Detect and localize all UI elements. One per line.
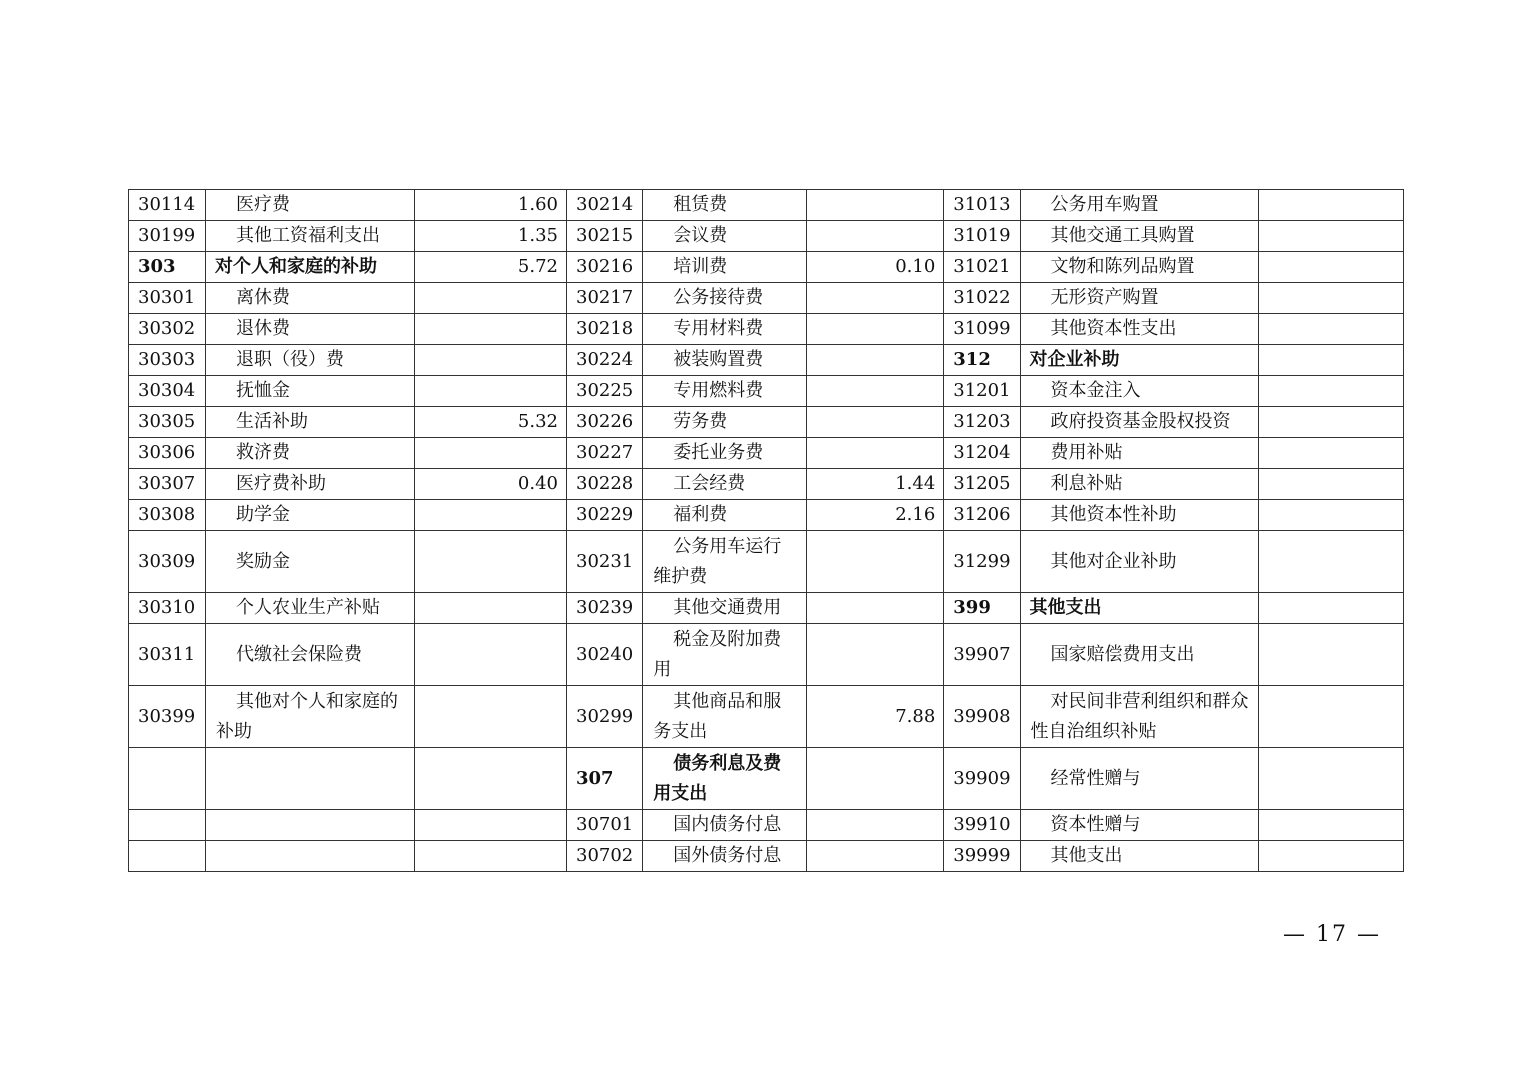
item-name-cell: 对企业补助: [1020, 345, 1258, 376]
code-cell: 31299: [944, 531, 1020, 593]
code-cell: 31203: [944, 407, 1020, 438]
code-cell: 30303: [129, 345, 206, 376]
item-name-cell: 其他支出: [1020, 841, 1258, 872]
item-name-cell: 公务用车运行维护费: [643, 531, 807, 593]
code-cell: 30199: [129, 221, 206, 252]
item-name-cell: 经常性赠与: [1020, 748, 1258, 810]
code-cell: 30216: [567, 252, 643, 283]
amount-cell: [1258, 314, 1403, 345]
table-row: [129, 593, 1404, 624]
amount-cell: 5.32: [415, 407, 567, 438]
code-cell: 30310: [129, 593, 206, 624]
code-cell: 31022: [944, 283, 1020, 314]
item-name-cell: 专用材料费: [643, 314, 807, 345]
code-cell: 30309: [129, 531, 206, 593]
code-cell: 30114: [129, 190, 206, 221]
item-name-cell: 医疗费: [206, 190, 415, 221]
table-row: [129, 252, 1404, 283]
item-name-cell: 文物和陈列品购置: [1020, 252, 1258, 283]
item-name-cell: 公务用车购置: [1020, 190, 1258, 221]
amount-cell: [1258, 438, 1403, 469]
item-name-cell: 对个人和家庭的补助: [206, 252, 415, 283]
table-row: [129, 376, 1404, 407]
amount-cell: [1258, 686, 1403, 748]
table-row: [129, 438, 1404, 469]
amount-cell: [1258, 841, 1403, 872]
item-name-cell: 其他商品和服务支出: [643, 686, 807, 748]
item-name-cell: 福利费: [643, 500, 807, 531]
code-cell: [129, 810, 206, 841]
amount-cell: [1258, 345, 1403, 376]
item-name-cell: 助学金: [206, 500, 415, 531]
item-name-cell: 税金及附加费用: [643, 624, 807, 686]
amount-cell: [415, 624, 567, 686]
amount-cell: [1258, 221, 1403, 252]
amount-cell: [415, 345, 567, 376]
code-cell: 30228: [567, 469, 643, 500]
code-cell: 30701: [567, 810, 643, 841]
amount-cell: [1258, 593, 1403, 624]
item-name-cell: [206, 748, 415, 810]
item-name-cell: 培训费: [643, 252, 807, 283]
code-cell: 307: [567, 748, 643, 810]
item-name-cell: 费用补贴: [1020, 438, 1258, 469]
amount-cell: 0.40: [415, 469, 567, 500]
item-name-cell: 资本金注入: [1020, 376, 1258, 407]
item-name-cell: 工会经费: [643, 469, 807, 500]
code-cell: 31019: [944, 221, 1020, 252]
code-cell: 30226: [567, 407, 643, 438]
item-name-cell: 国外债务付息: [643, 841, 807, 872]
amount-cell: [415, 283, 567, 314]
amount-cell: [807, 407, 944, 438]
table-row: [129, 624, 1404, 686]
amount-cell: [807, 283, 944, 314]
item-name-cell: 专用燃料费: [643, 376, 807, 407]
item-name-cell: 对民间非营利组织和群众性自治组织补贴: [1020, 686, 1258, 748]
table-row: [129, 221, 1404, 252]
code-cell: 30215: [567, 221, 643, 252]
amount-cell: [1258, 252, 1403, 283]
item-name-cell: [206, 810, 415, 841]
amount-cell: [807, 748, 944, 810]
amount-cell: [807, 593, 944, 624]
item-name-cell: 公务接待费: [643, 283, 807, 314]
table-row: [129, 469, 1404, 500]
code-cell: 30224: [567, 345, 643, 376]
item-name-cell: 其他交通工具购置: [1020, 221, 1258, 252]
item-name-cell: 救济费: [206, 438, 415, 469]
amount-cell: [415, 748, 567, 810]
amount-cell: [807, 376, 944, 407]
code-cell: 39999: [944, 841, 1020, 872]
amount-cell: [415, 686, 567, 748]
amount-cell: [1258, 376, 1403, 407]
amount-cell: 5.72: [415, 252, 567, 283]
code-cell: 31013: [944, 190, 1020, 221]
code-cell: 30304: [129, 376, 206, 407]
item-name-cell: 其他对个人和家庭的补助: [206, 686, 415, 748]
page-number: — 17 —: [1283, 922, 1381, 947]
code-cell: 39907: [944, 624, 1020, 686]
code-cell: 31201: [944, 376, 1020, 407]
item-name-cell: 其他资本性支出: [1020, 314, 1258, 345]
item-name-cell: 无形资产购置: [1020, 283, 1258, 314]
item-name-cell: 个人农业生产补贴: [206, 593, 415, 624]
amount-cell: [1258, 810, 1403, 841]
item-name-cell: 会议费: [643, 221, 807, 252]
amount-cell: [1258, 407, 1403, 438]
amount-cell: 1.60: [415, 190, 567, 221]
item-name-cell: 离休费: [206, 283, 415, 314]
table-row: [129, 407, 1404, 438]
code-cell: 30214: [567, 190, 643, 221]
code-cell: 303: [129, 252, 206, 283]
item-name-cell: 债务利息及费用支出: [643, 748, 807, 810]
table-row: [129, 686, 1404, 748]
code-cell: 30399: [129, 686, 206, 748]
code-cell: 399: [944, 593, 1020, 624]
code-cell: 31205: [944, 469, 1020, 500]
amount-cell: [415, 810, 567, 841]
table-row: [129, 190, 1404, 221]
item-name-cell: 政府投资基金股权投资: [1020, 407, 1258, 438]
code-cell: 30218: [567, 314, 643, 345]
item-name-cell: 其他资本性补助: [1020, 500, 1258, 531]
amount-cell: [415, 376, 567, 407]
table-row: [129, 314, 1404, 345]
code-cell: 39909: [944, 748, 1020, 810]
amount-cell: [415, 500, 567, 531]
code-cell: 30231: [567, 531, 643, 593]
item-name-cell: 其他支出: [1020, 593, 1258, 624]
item-name-cell: 奖励金: [206, 531, 415, 593]
code-cell: 30225: [567, 376, 643, 407]
code-cell: 30311: [129, 624, 206, 686]
amount-cell: [807, 221, 944, 252]
item-name-cell: 退职（役）费: [206, 345, 415, 376]
item-name-cell: 抚恤金: [206, 376, 415, 407]
item-name-cell: 国内债务付息: [643, 810, 807, 841]
amount-cell: [1258, 469, 1403, 500]
code-cell: 31206: [944, 500, 1020, 531]
table-row: [129, 748, 1404, 810]
amount-cell: [1258, 500, 1403, 531]
code-cell: 30299: [567, 686, 643, 748]
code-cell: 30305: [129, 407, 206, 438]
item-name-cell: 代缴社会保险费: [206, 624, 415, 686]
amount-cell: [415, 593, 567, 624]
code-cell: 30240: [567, 624, 643, 686]
amount-cell: 1.44: [807, 469, 944, 500]
amount-cell: 0.10: [807, 252, 944, 283]
amount-cell: [415, 531, 567, 593]
code-cell: 30306: [129, 438, 206, 469]
item-name-cell: 利息补贴: [1020, 469, 1258, 500]
item-name-cell: 医疗费补助: [206, 469, 415, 500]
code-cell: 30308: [129, 500, 206, 531]
code-cell: 31021: [944, 252, 1020, 283]
code-cell: [129, 841, 206, 872]
code-cell: 30301: [129, 283, 206, 314]
item-name-cell: 国家赔偿费用支出: [1020, 624, 1258, 686]
amount-cell: [807, 810, 944, 841]
table-row: [129, 345, 1404, 376]
item-name-cell: 被装购置费: [643, 345, 807, 376]
amount-cell: [807, 531, 944, 593]
item-name-cell: 生活补助: [206, 407, 415, 438]
item-name-cell: 其他对企业补助: [1020, 531, 1258, 593]
code-cell: 30702: [567, 841, 643, 872]
amount-cell: [415, 314, 567, 345]
code-cell: 31204: [944, 438, 1020, 469]
table-row: [129, 283, 1404, 314]
code-cell: 30239: [567, 593, 643, 624]
amount-cell: [1258, 283, 1403, 314]
table-row: [129, 531, 1404, 593]
item-name-cell: 租赁费: [643, 190, 807, 221]
amount-cell: [807, 314, 944, 345]
amount-cell: 7.88: [807, 686, 944, 748]
code-cell: [129, 748, 206, 810]
item-name-cell: 其他交通费用: [643, 593, 807, 624]
amount-cell: [807, 841, 944, 872]
budget-table: [128, 189, 1404, 872]
amount-cell: [807, 190, 944, 221]
code-cell: 30217: [567, 283, 643, 314]
amount-cell: 2.16: [807, 500, 944, 531]
code-cell: 30302: [129, 314, 206, 345]
amount-cell: [807, 438, 944, 469]
table-row: [129, 841, 1404, 872]
item-name-cell: 委托业务费: [643, 438, 807, 469]
amount-cell: [807, 345, 944, 376]
amount-cell: [415, 841, 567, 872]
amount-cell: [1258, 624, 1403, 686]
amount-cell: 1.35: [415, 221, 567, 252]
table-row: [129, 500, 1404, 531]
item-name-cell: 退休费: [206, 314, 415, 345]
item-name-cell: [206, 841, 415, 872]
amount-cell: [1258, 531, 1403, 593]
item-name-cell: 资本性赠与: [1020, 810, 1258, 841]
code-cell: 30227: [567, 438, 643, 469]
amount-cell: [415, 438, 567, 469]
item-name-cell: 劳务费: [643, 407, 807, 438]
code-cell: 39910: [944, 810, 1020, 841]
code-cell: 30307: [129, 469, 206, 500]
code-cell: 30229: [567, 500, 643, 531]
code-cell: 39908: [944, 686, 1020, 748]
amount-cell: [807, 624, 944, 686]
code-cell: 312: [944, 345, 1020, 376]
amount-cell: [1258, 748, 1403, 810]
code-cell: 31099: [944, 314, 1020, 345]
amount-cell: [1258, 190, 1403, 221]
item-name-cell: 其他工资福利支出: [206, 221, 415, 252]
table-row: [129, 810, 1404, 841]
